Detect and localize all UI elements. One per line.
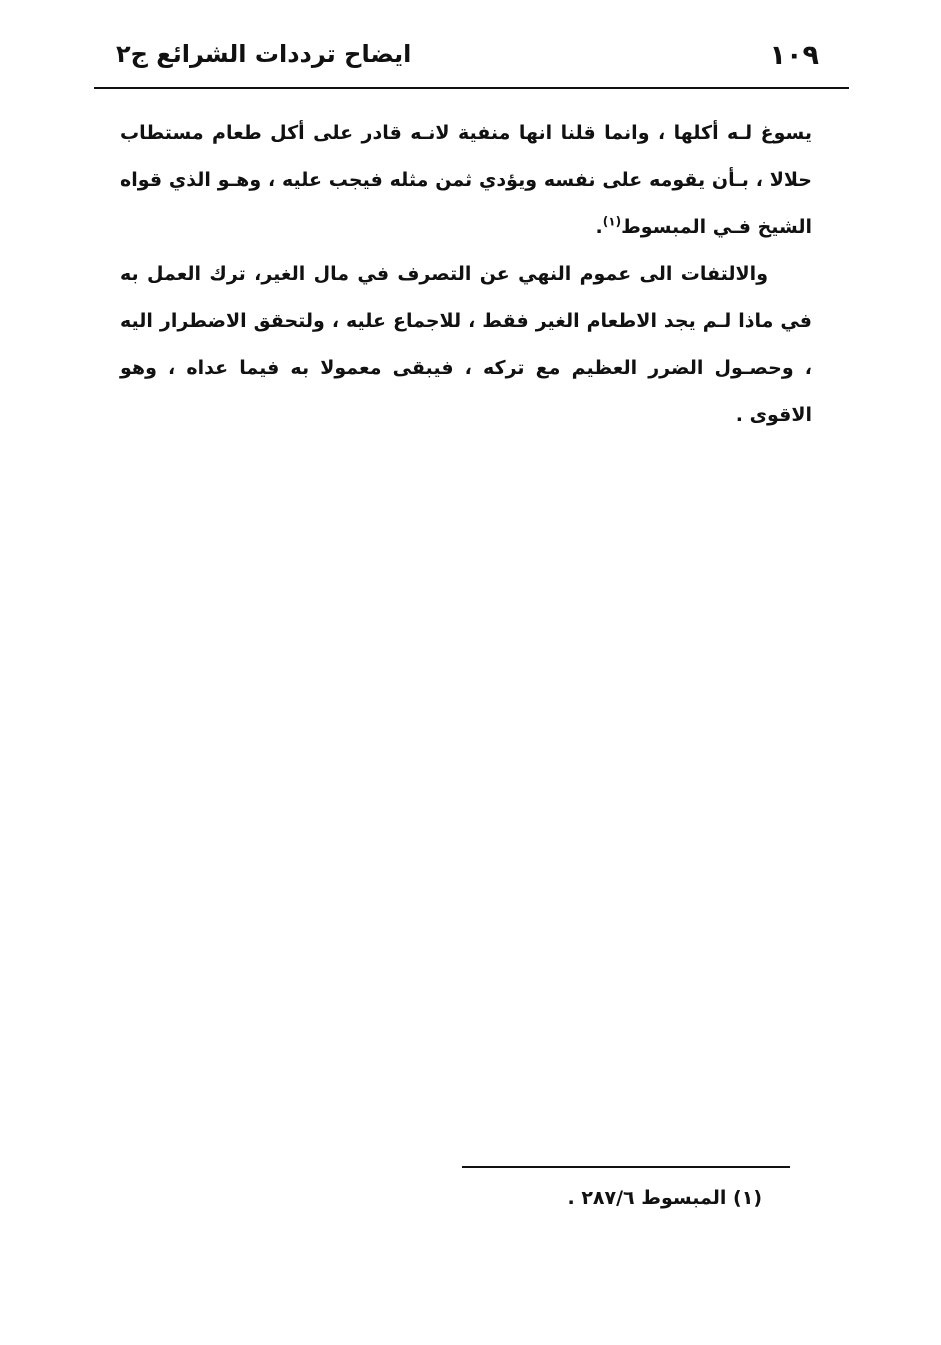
page-number: ١٠٩ xyxy=(769,40,819,71)
footnote-reference: (١) xyxy=(602,214,622,229)
running-title: ايضاح ترددات الشرائع ج٢ xyxy=(116,40,412,68)
paragraph-text: والالتفات الى عموم النهي عن التصرف في مال الغير، ترك العمل به في ماذا لـم يجد الاطعام الغير فقط ، للاجماع عليه ، ولتحقق الاضطرار اليه ، وحصـول الضرر العظيم مع تركه ، فيبقى معمولا به فيما عداه ، وهو الاقوى . xyxy=(120,263,812,426)
footnote-divider xyxy=(462,1166,790,1168)
page-header xyxy=(94,30,849,86)
header-divider xyxy=(94,87,849,89)
paragraph xyxy=(120,251,812,439)
paragraph-text: يسوغ لـه أكلها ، وانما قلنا انها منفية لانـه قادر على أكل طعام مستطاب حلالا ، بـأن يقومه على نفسه ويؤدي ثمن مثله فيجب عليه ، وهـو الذي قواه الشيخ فـي المبسوط xyxy=(120,122,812,238)
paragraph xyxy=(120,110,812,251)
paragraph-end-mark: . xyxy=(595,216,603,238)
main-text xyxy=(120,110,812,439)
footnote: (١) المبسوط ٢٨٧/٦ . xyxy=(567,1187,762,1209)
